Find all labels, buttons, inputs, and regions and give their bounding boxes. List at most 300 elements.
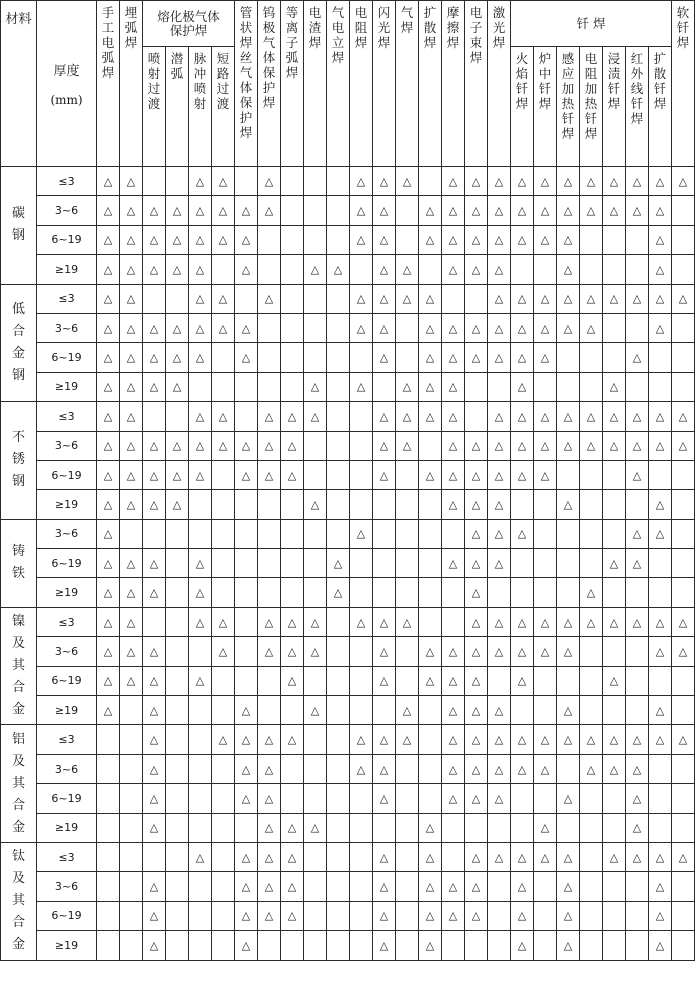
applicability-cell (419, 255, 442, 284)
applicability-cell (258, 196, 281, 225)
applicability-cell (511, 696, 534, 725)
applicability-cell (373, 167, 396, 196)
applicable-mark-icon: △ (379, 938, 389, 952)
applicability-cell (442, 372, 465, 401)
material-name: 铸铁 (1, 519, 37, 607)
applicability-cell (235, 872, 258, 901)
thickness-cell: 3~6 (37, 313, 97, 342)
applicability-cell (626, 872, 649, 901)
applicability-cell (304, 343, 327, 372)
applicable-mark-icon: △ (425, 468, 435, 482)
applicability-cell (534, 431, 557, 460)
applicable-mark-icon: △ (402, 409, 412, 423)
applicability-cell (396, 284, 419, 313)
applicable-mark-icon: △ (517, 233, 527, 247)
applicability-cell (534, 372, 557, 401)
applicability-cell (626, 284, 649, 313)
applicable-mark-icon: △ (379, 880, 389, 894)
table-row (1, 490, 695, 519)
applicability-cell (304, 284, 327, 313)
applicability-cell (350, 842, 373, 871)
applicability-cell (235, 313, 258, 342)
applicable-mark-icon: △ (655, 262, 665, 276)
applicable-mark-icon: △ (103, 497, 113, 511)
applicability-cell (327, 842, 350, 871)
applicability-cell (373, 255, 396, 284)
applicability-cell (281, 549, 304, 578)
applicable-mark-icon: △ (471, 909, 481, 923)
header-group-2: 熔化极气体保护焊 (143, 1, 235, 47)
applicable-mark-icon: △ (149, 586, 159, 600)
applicability-cell (649, 343, 672, 372)
applicability-cell (626, 225, 649, 254)
applicable-mark-icon: △ (632, 762, 642, 776)
applicability-cell (120, 784, 143, 813)
header-subprocess: 红外线钎焊 (626, 47, 649, 167)
applicable-mark-icon: △ (586, 762, 596, 776)
applicability-cell (488, 343, 511, 372)
applicability-cell (672, 372, 695, 401)
applicability-cell (488, 431, 511, 460)
applicability-cell (143, 196, 166, 225)
applicability-cell (258, 225, 281, 254)
applicability-cell (235, 343, 258, 372)
applicability-cell (465, 607, 488, 636)
applicability-cell (419, 225, 442, 254)
applicability-cell (465, 872, 488, 901)
applicable-mark-icon: △ (356, 204, 366, 218)
applicability-cell (534, 872, 557, 901)
applicable-mark-icon: △ (563, 233, 573, 247)
applicability-cell (235, 402, 258, 431)
applicability-cell (97, 255, 120, 284)
applicability-cell (649, 519, 672, 548)
applicable-mark-icon: △ (356, 292, 366, 306)
header-process-6: 电渣焊 (304, 1, 327, 167)
applicability-cell (649, 607, 672, 636)
applicability-cell (258, 402, 281, 431)
applicability-cell (120, 313, 143, 342)
applicable-mark-icon: △ (287, 733, 297, 747)
applicable-mark-icon: △ (264, 644, 274, 658)
applicable-mark-icon: △ (172, 468, 182, 482)
applicability-cell (465, 637, 488, 666)
applicability-cell (580, 196, 603, 225)
table-row (1, 725, 695, 754)
applicability-cell (189, 490, 212, 519)
applicability-cell (511, 666, 534, 695)
thickness-cell: 3~6 (37, 196, 97, 225)
applicable-mark-icon: △ (172, 321, 182, 335)
applicability-cell (373, 754, 396, 783)
applicable-mark-icon: △ (563, 733, 573, 747)
applicability-cell (603, 313, 626, 342)
applicability-cell (97, 725, 120, 754)
table-row (1, 696, 695, 725)
applicability-cell (649, 167, 672, 196)
applicability-cell (189, 343, 212, 372)
applicability-cell (97, 490, 120, 519)
applicability-cell (97, 284, 120, 313)
applicable-mark-icon: △ (632, 409, 642, 423)
applicability-cell (97, 313, 120, 342)
applicability-cell (235, 637, 258, 666)
applicability-cell (603, 696, 626, 725)
applicability-cell (258, 931, 281, 960)
applicability-cell (235, 813, 258, 842)
applicable-mark-icon: △ (609, 380, 619, 394)
applicable-mark-icon: △ (264, 409, 274, 423)
table-row (1, 901, 695, 930)
applicability-cell (212, 901, 235, 930)
applicable-mark-icon: △ (471, 174, 481, 188)
applicable-mark-icon: △ (655, 204, 665, 218)
applicability-cell (396, 578, 419, 607)
applicability-cell (511, 901, 534, 930)
applicability-cell (373, 696, 396, 725)
applicability-cell (304, 842, 327, 871)
applicable-mark-icon: △ (517, 762, 527, 776)
applicability-cell (143, 813, 166, 842)
applicability-cell (396, 255, 419, 284)
applicability-cell (189, 167, 212, 196)
applicability-cell (166, 872, 189, 901)
applicability-cell (626, 901, 649, 930)
applicability-cell (143, 607, 166, 636)
applicability-cell (281, 490, 304, 519)
applicable-mark-icon: △ (609, 439, 619, 453)
applicability-cell (488, 842, 511, 871)
applicability-cell (212, 167, 235, 196)
applicable-mark-icon: △ (540, 204, 550, 218)
header-subprocess: 短路过渡 (212, 47, 235, 167)
applicable-mark-icon: △ (609, 733, 619, 747)
applicable-mark-icon: △ (149, 909, 159, 923)
applicable-mark-icon: △ (287, 850, 297, 864)
applicability-cell (672, 255, 695, 284)
applicable-mark-icon: △ (379, 644, 389, 658)
applicability-cell (304, 872, 327, 901)
applicable-mark-icon: △ (632, 351, 642, 365)
applicable-mark-icon: △ (379, 351, 389, 365)
applicability-cell (534, 519, 557, 548)
applicability-cell (580, 255, 603, 284)
applicability-cell (373, 284, 396, 313)
applicability-cell (189, 372, 212, 401)
applicable-mark-icon: △ (563, 174, 573, 188)
applicability-cell (327, 696, 350, 725)
table-row (1, 607, 695, 636)
applicability-cell (373, 225, 396, 254)
applicability-cell (258, 490, 281, 519)
applicability-cell (166, 754, 189, 783)
applicability-cell (258, 255, 281, 284)
applicability-cell (143, 549, 166, 578)
applicability-cell (235, 931, 258, 960)
applicable-mark-icon: △ (149, 733, 159, 747)
applicability-cell (166, 490, 189, 519)
applicability-cell (557, 460, 580, 489)
applicable-mark-icon: △ (540, 468, 550, 482)
applicability-cell (212, 725, 235, 754)
applicable-mark-icon: △ (655, 733, 665, 747)
applicability-cell (166, 931, 189, 960)
applicable-mark-icon: △ (149, 880, 159, 894)
applicability-cell (442, 901, 465, 930)
applicability-cell (465, 666, 488, 695)
applicable-mark-icon: △ (379, 762, 389, 776)
applicability-cell (327, 343, 350, 372)
applicable-mark-icon: △ (517, 468, 527, 482)
applicable-mark-icon: △ (172, 262, 182, 276)
applicable-mark-icon: △ (356, 527, 366, 541)
applicability-cell (396, 931, 419, 960)
applicability-cell (327, 372, 350, 401)
applicability-cell (442, 460, 465, 489)
applicable-mark-icon: △ (517, 174, 527, 188)
applicability-cell (488, 696, 511, 725)
applicability-cell (672, 431, 695, 460)
applicability-cell (557, 431, 580, 460)
applicability-cell (258, 901, 281, 930)
applicable-mark-icon: △ (402, 380, 412, 394)
applicable-mark-icon: △ (563, 615, 573, 629)
applicability-cell (166, 225, 189, 254)
material-name: 镍及其合金 (1, 607, 37, 725)
applicability-cell (304, 901, 327, 930)
applicability-cell (120, 343, 143, 372)
applicable-mark-icon: △ (172, 439, 182, 453)
applicability-cell (166, 343, 189, 372)
applicability-cell (373, 460, 396, 489)
applicability-cell (327, 284, 350, 313)
applicability-cell (419, 901, 442, 930)
applicability-cell (419, 313, 442, 342)
applicability-cell (327, 725, 350, 754)
applicability-cell (534, 490, 557, 519)
applicability-cell (327, 901, 350, 930)
applicability-cell (511, 490, 534, 519)
applicability-cell (465, 460, 488, 489)
applicability-cell (580, 607, 603, 636)
applicable-mark-icon: △ (126, 204, 136, 218)
applicable-mark-icon: △ (517, 850, 527, 864)
applicability-cell (373, 343, 396, 372)
applicability-cell (488, 784, 511, 813)
applicability-cell (580, 372, 603, 401)
applicability-cell (120, 402, 143, 431)
applicability-cell (373, 372, 396, 401)
applicability-cell (373, 431, 396, 460)
applicability-cell (396, 549, 419, 578)
applicable-mark-icon: △ (195, 674, 205, 688)
applicability-cell (534, 901, 557, 930)
applicable-mark-icon: △ (287, 409, 297, 423)
applicable-mark-icon: △ (494, 292, 504, 306)
applicability-cell (603, 578, 626, 607)
applicable-mark-icon: △ (264, 174, 274, 188)
applicability-cell (465, 754, 488, 783)
applicable-mark-icon: △ (264, 909, 274, 923)
applicability-cell (649, 372, 672, 401)
applicability-cell (672, 343, 695, 372)
applicable-mark-icon: △ (241, 733, 251, 747)
material-name: 钛及其合金 (1, 842, 37, 960)
applicable-mark-icon: △ (149, 233, 159, 247)
applicable-mark-icon: △ (425, 909, 435, 923)
applicability-cell (120, 167, 143, 196)
applicability-cell (626, 578, 649, 607)
applicable-mark-icon: △ (149, 262, 159, 276)
applicability-cell (281, 284, 304, 313)
applicability-cell (465, 372, 488, 401)
applicability-cell (603, 901, 626, 930)
header-thickness (37, 1, 97, 167)
applicability-cell (672, 725, 695, 754)
applicability-cell (327, 813, 350, 842)
applicability-cell (258, 872, 281, 901)
applicability-cell (97, 372, 120, 401)
applicability-cell (580, 872, 603, 901)
applicability-cell (212, 549, 235, 578)
applicable-mark-icon: △ (517, 674, 527, 688)
applicability-cell (327, 460, 350, 489)
applicability-cell (304, 372, 327, 401)
applicable-mark-icon: △ (609, 674, 619, 688)
applicability-cell (419, 637, 442, 666)
applicability-cell (580, 490, 603, 519)
applicability-cell (465, 225, 488, 254)
applicability-cell (465, 402, 488, 431)
applicable-mark-icon: △ (494, 204, 504, 218)
applicability-cell (511, 313, 534, 342)
header-subprocess: 火焰钎焊 (511, 47, 534, 167)
applicability-cell (143, 284, 166, 313)
applicability-cell (672, 490, 695, 519)
applicable-mark-icon: △ (241, 439, 251, 453)
applicable-mark-icon: △ (471, 497, 481, 511)
applicability-cell (580, 901, 603, 930)
applicability-cell (442, 842, 465, 871)
applicability-cell (603, 784, 626, 813)
applicable-mark-icon: △ (586, 292, 596, 306)
applicable-mark-icon: △ (448, 733, 458, 747)
applicability-cell (350, 637, 373, 666)
applicability-cell (649, 225, 672, 254)
header-process-1: 埋弧焊 (120, 1, 143, 167)
applicability-cell (258, 519, 281, 548)
applicable-mark-icon: △ (149, 644, 159, 658)
applicability-cell (396, 725, 419, 754)
applicability-cell (350, 872, 373, 901)
applicable-mark-icon: △ (609, 204, 619, 218)
applicability-cell (534, 696, 557, 725)
applicability-cell (373, 607, 396, 636)
applicability-cell (258, 813, 281, 842)
applicability-cell (580, 549, 603, 578)
applicability-cell (580, 313, 603, 342)
applicability-cell (235, 696, 258, 725)
applicability-cell (442, 725, 465, 754)
applicability-cell (281, 696, 304, 725)
applicable-mark-icon: △ (126, 674, 136, 688)
applicable-mark-icon: △ (494, 233, 504, 247)
applicability-cell (120, 431, 143, 460)
applicability-cell (511, 725, 534, 754)
applicability-cell (511, 255, 534, 284)
applicability-cell (143, 725, 166, 754)
applicability-cell (603, 255, 626, 284)
applicability-cell (488, 725, 511, 754)
applicable-mark-icon: △ (540, 733, 550, 747)
applicability-cell (189, 519, 212, 548)
applicable-mark-icon: △ (356, 321, 366, 335)
applicable-mark-icon: △ (655, 497, 665, 511)
header-thickness-label: 厚度 (53, 64, 80, 79)
applicability-cell (120, 637, 143, 666)
applicable-mark-icon: △ (356, 733, 366, 747)
applicability-cell (419, 725, 442, 754)
applicability-cell (534, 313, 557, 342)
applicability-cell (672, 931, 695, 960)
applicability-cell (373, 901, 396, 930)
applicability-cell (672, 196, 695, 225)
applicability-cell (557, 225, 580, 254)
applicable-mark-icon: △ (356, 233, 366, 247)
applicability-cell (327, 167, 350, 196)
applicable-mark-icon: △ (149, 439, 159, 453)
applicability-cell (350, 931, 373, 960)
applicable-mark-icon: △ (172, 233, 182, 247)
applicable-mark-icon: △ (402, 439, 412, 453)
applicable-mark-icon: △ (563, 262, 573, 276)
applicable-mark-icon: △ (540, 615, 550, 629)
applicability-cell (419, 931, 442, 960)
applicable-mark-icon: △ (632, 791, 642, 805)
table-row (1, 666, 695, 695)
header-material (1, 1, 37, 167)
applicability-cell (350, 460, 373, 489)
applicability-cell (534, 725, 557, 754)
applicability-cell (235, 196, 258, 225)
applicable-mark-icon: △ (494, 439, 504, 453)
applicable-mark-icon: △ (402, 262, 412, 276)
applicability-cell (235, 607, 258, 636)
applicable-mark-icon: △ (379, 439, 389, 453)
thickness-cell: 6~19 (37, 225, 97, 254)
applicability-cell (120, 842, 143, 871)
applicability-cell (166, 784, 189, 813)
applicable-mark-icon: △ (471, 321, 481, 335)
applicability-cell (649, 460, 672, 489)
applicable-mark-icon: △ (448, 233, 458, 247)
table-row (1, 343, 695, 372)
applicable-mark-icon: △ (448, 791, 458, 805)
applicability-cell (580, 167, 603, 196)
applicable-mark-icon: △ (448, 703, 458, 717)
material-name: 不锈钢 (1, 402, 37, 520)
applicability-cell (189, 696, 212, 725)
applicability-cell (212, 431, 235, 460)
applicable-mark-icon: △ (126, 644, 136, 658)
header-subprocess: 脉冲喷射 (189, 47, 212, 167)
header-process-8: 电阻焊 (350, 1, 373, 167)
applicable-mark-icon: △ (425, 821, 435, 835)
applicability-cell (373, 313, 396, 342)
applicability-cell (442, 754, 465, 783)
applicability-cell (327, 519, 350, 548)
applicability-cell (212, 637, 235, 666)
